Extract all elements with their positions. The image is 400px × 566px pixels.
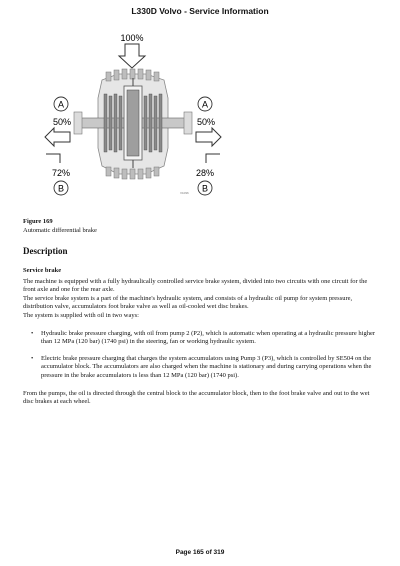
differential-diagram xyxy=(18,24,248,214)
figure-caption-text: Automatic differential brake xyxy=(23,227,97,234)
left-shaft-end xyxy=(74,112,82,134)
center-gear xyxy=(127,90,139,156)
input-percent-label: 100% xyxy=(120,33,144,43)
figure-caption-title: Figure 169 xyxy=(23,218,53,225)
paragraph: The service brake system is a part of the machine's hydraulic system, and consists of a hydraulic oil pump for system pressure, distribution valve, accumulators foot brake valve as well as oil-cooled wet disc brakes. xyxy=(23,294,353,311)
right-bottom-percent-label: 28% xyxy=(195,168,215,178)
page-number: Page 165 of 319 xyxy=(175,549,225,556)
bullet-item: • Hydraulic brake pressure charging, with oil from pump 2 (P2), which is automatic when operating at a hydraulic pressure higher than 12 MPa (120 bar) (1740 psi) in the steering, fan or working hydraulic system. xyxy=(41,330,378,347)
left-top-circle-label: A xyxy=(57,99,65,110)
left-bottom-circle-label: B xyxy=(57,183,65,194)
paragraph: The machine is equipped with a fully hydraulically controlled service brake system, divided into two circuits with one circuit for the front axle and one for the rear axle. xyxy=(23,278,368,294)
right-bottom-circle-label: B xyxy=(201,183,209,194)
bullet-list xyxy=(23,330,378,380)
closing-paragraph: From the pumps, the oil is directed through the central block to the accumulator block, then to the foot brake valve and out to the wet disc brakes at each wheel. xyxy=(23,390,370,406)
paragraph: The system is supplied with oil in two ways: xyxy=(23,311,139,319)
left-output-arrow-icon xyxy=(45,128,70,146)
differential-brake-figure xyxy=(18,24,248,214)
right-top-circle-label: A xyxy=(201,99,209,110)
input-arrow-icon xyxy=(119,44,145,68)
page-header-title: L330D Volvo - Service Information xyxy=(131,6,269,16)
right-bracket-line xyxy=(206,154,220,163)
section-heading: Description xyxy=(23,246,68,256)
figure-ref-code: V1096 xyxy=(180,191,189,195)
left-top-percent-label: 50% xyxy=(52,117,72,127)
right-output-arrow-icon xyxy=(196,128,221,146)
right-top-percent-label: 50% xyxy=(196,117,216,127)
right-shaft-end xyxy=(184,112,192,134)
left-bracket-line xyxy=(46,154,60,163)
left-bottom-percent-label: 72% xyxy=(51,168,71,178)
subsection-heading: Service brake xyxy=(23,267,62,274)
bullet-item: • Electric brake pressure charging that charges the system accumulators using Pump 3 (P3), which is controlled by SE504 on the accumulator block. The accumulators are also charged when the machine is stationary and during carrying operations when the pressure in the brake accumulators is less than 12 MPa (120 bar) (1740 psi). xyxy=(41,355,378,380)
body-text xyxy=(23,278,378,407)
